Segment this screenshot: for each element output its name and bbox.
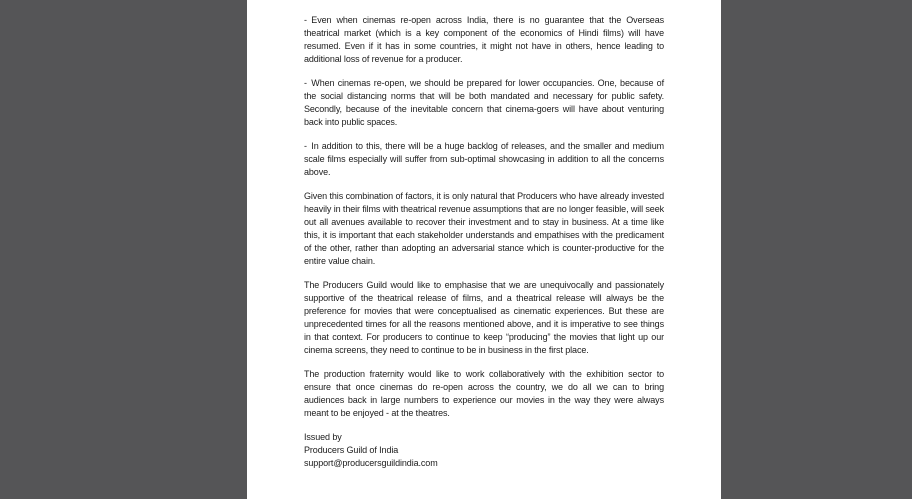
body-paragraph-production-fraternity: The production fraternity would like to work collaboratively with the exhibition sector to ensure that once cinemas do re-open across the country, we do all we can to bring audiences back in large numbers to experience our movies in the way they were always meant to be enjoyed - at the theatres. [304,369,664,418]
signature-block [304,431,664,470]
bullet-paragraph-lower-occupancies: - When cinemas re-open, we should be prepared for lower occupancies. One, because of the social distancing norms that will be both mandated and necessary for public safety. Secondly, because of the inevitable concern that cinema-goers will have about venturing back into public spaces. [304,78,664,127]
signature-organization: Producers Guild of India [304,445,399,455]
body-paragraph-theatrical-release: The Producers Guild would like to emphasise that we are unequivocally and passionately supportive of the theatrical release of films, and a theatrical release will always be the preference for movies that were conceptualised as cinematic experiences. But these are unprecedented times for all the reasons mentioned above, and it is imperative to see things in that context. For producers to continue to keep “producing” the movies that light up our cinema screens, they need to continue to be in business in the first place. [304,280,664,355]
bullet-paragraph-overseas-market: - Even when cinemas re-open across India, there is no guarantee that the Overseas theatrical market (which is a key component of the economics of Hindi films) will have resumed. Even if it has in some countries, it might not have in others, hence leading to additional loss of revenue for a producer. [304,15,664,64]
document-page [247,0,721,499]
signature-email: support@producersguildindia.com [304,458,438,468]
bullet-paragraph-backlog-releases: - In addition to this, there will be a huge backlog of releases, and the smaller and medium scale films especially will suffer from sub-optimal showcasing in addition to all the concerns above. [304,141,664,177]
signature-issued-by: Issued by [304,432,342,442]
document-content [247,0,721,470]
body-paragraph-combination-of-factors: Given this combination of factors, it is only natural that Producers who have already invested heavily in their films with theatrical revenue assumptions that are no longer feasible, will seek out all avenues available to recover their investment and to stay in business. At a time like this, it is important that each stakeholder understands and empathises with the predicament of the other, rather than adopting an adversarial stance which is counter-productive for the entire value chain. [304,191,664,266]
